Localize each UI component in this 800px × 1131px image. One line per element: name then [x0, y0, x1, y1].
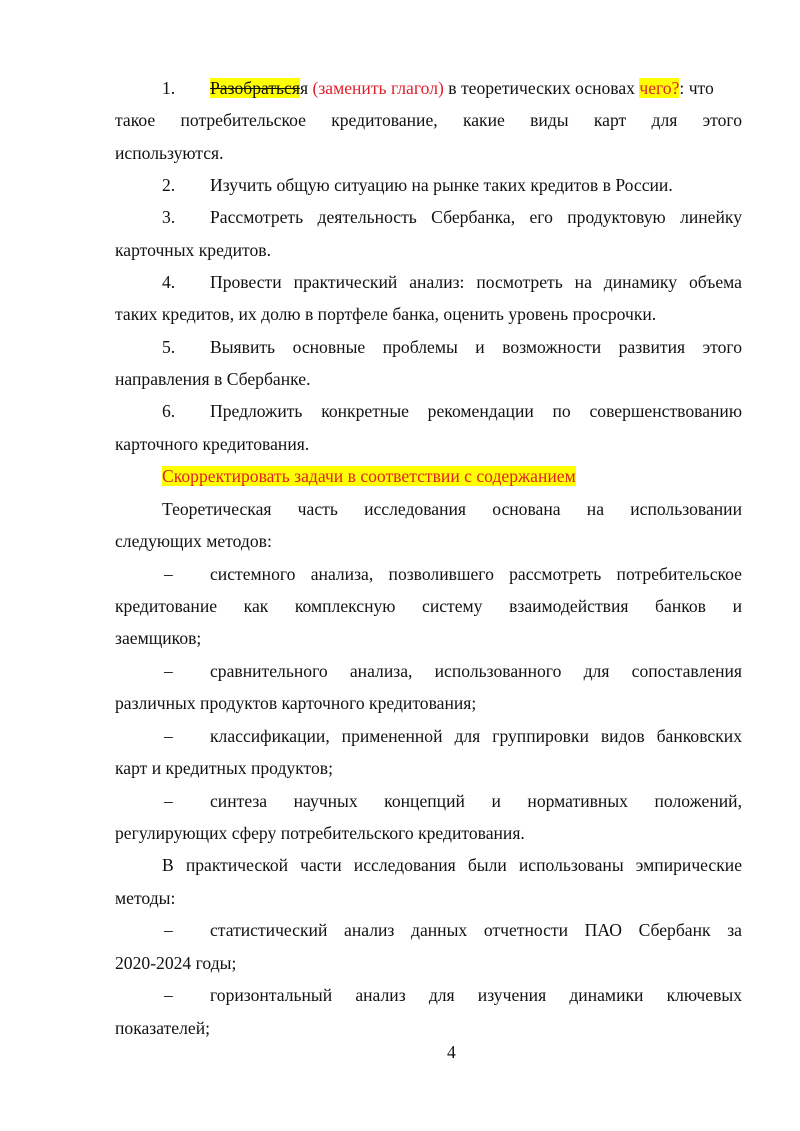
correction-note: Скорректировать задачи в соответствии с содержанием: [162, 466, 576, 486]
task-text: : что: [679, 78, 714, 98]
list-item-line: сравнительного анализа, использованного для сопоставления: [210, 661, 742, 681]
task-line: Рассмотреть деятельность Сбербанка, его продуктовую линейку: [210, 207, 742, 227]
task-line: карточного кредитования.: [115, 434, 310, 454]
task-line: карточных кредитов.: [115, 240, 271, 260]
task-number: 1.: [162, 78, 176, 98]
correction-note-line: [162, 464, 742, 488]
editor-comment: заменить глагол): [318, 78, 444, 98]
page-number: 4: [447, 1042, 456, 1062]
list-item-line: заемщиков;: [115, 628, 202, 648]
task-line: такое потребительское кредитование, какие виды карт для этого: [115, 110, 742, 130]
struck-word: Разобраться: [210, 78, 300, 98]
list-dash: –: [164, 791, 173, 811]
task-line: Провести практический анализ: посмотреть на динамику объема: [210, 272, 742, 292]
list-item-line: горизонтальный анализ для изучения динамики ключевых: [210, 985, 742, 1005]
list-item-line: кредитование как комплексную систему взаимодействия банков и: [115, 596, 742, 616]
paragraph-line: методы:: [115, 888, 176, 908]
task-number: 3.: [162, 207, 176, 227]
list-dash: –: [164, 564, 173, 584]
task-number: 5.: [162, 337, 176, 357]
task-number: 6.: [162, 401, 176, 421]
struck-word-tail: я: [299, 78, 309, 98]
question-mark-comment: чего?: [639, 78, 680, 98]
list-dash: –: [164, 920, 173, 940]
list-item-line: классификации, примененной для группировки видов банковских: [210, 726, 742, 746]
task-text: в теоретических основах: [443, 78, 640, 98]
list-item-line: 2020-2024 годы;: [115, 953, 237, 973]
comment-open: (: [308, 78, 319, 98]
task-line: используются.: [115, 143, 224, 163]
list-item-line: показателей;: [115, 1018, 210, 1038]
task-1-first-line: [210, 76, 742, 100]
list-item-line: различных продуктов карточного кредитования;: [115, 693, 477, 713]
paragraph-line: Теоретическая часть исследования основана на использовании: [162, 499, 742, 519]
list-item-line: синтеза научных концепций и нормативных положений,: [210, 791, 742, 811]
list-item-line: карт и кредитных продуктов;: [115, 758, 333, 778]
task-line: Изучить общую ситуацию на рынке таких кредитов в России.: [210, 175, 673, 195]
list-dash: –: [164, 726, 173, 746]
list-dash: –: [164, 985, 173, 1005]
task-number: 4.: [162, 272, 176, 292]
task-line: направления в Сбербанке.: [115, 369, 311, 389]
task-line: Предложить конкретные рекомендации по совершенствованию: [210, 401, 742, 421]
paragraph-line: В практической части исследования были использованы эмпирические: [162, 855, 742, 875]
task-line: таких кредитов, их долю в портфеле банка, оценить уровень просрочки.: [115, 304, 657, 324]
list-item-line: системного анализа, позволившего рассмотреть потребительское: [210, 564, 742, 584]
task-number: 2.: [162, 175, 176, 195]
list-item-line: статистический анализ данных отчетности ПАО Сбербанк за: [210, 920, 742, 940]
task-line: Выявить основные проблемы и возможности развития этого: [210, 337, 742, 357]
list-dash: –: [164, 661, 173, 681]
paragraph-line: следующих методов:: [115, 531, 272, 551]
list-item-line: регулирующих сферу потребительского кредитования.: [115, 823, 525, 843]
